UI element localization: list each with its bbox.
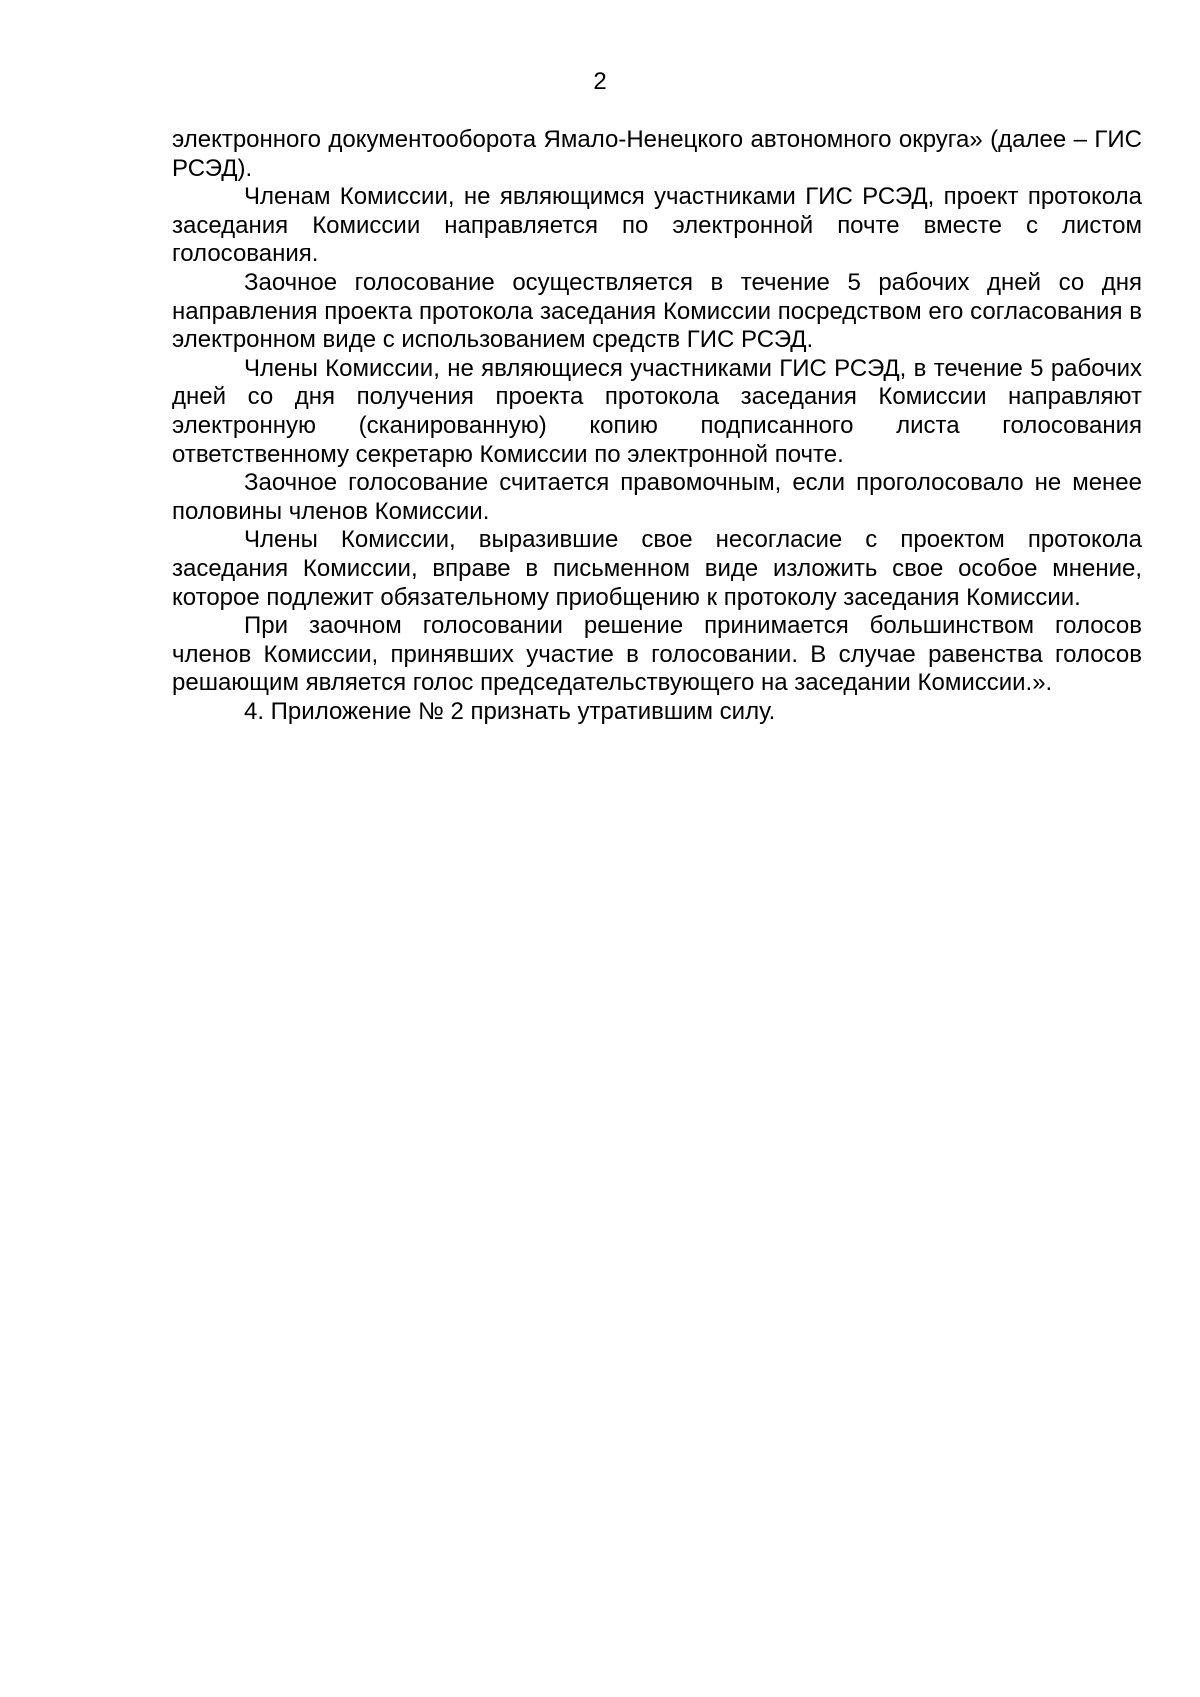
- paragraph-item-4: 4. Приложение № 2 признать утратившим силу.: [244, 697, 776, 725]
- paragraph: При заочном голосовании решение принимается большинством голосов членов Комиссии, принявших участие в голосовании. В случае равенства голосов решающим является голос председательствующего на заседании Комиссии.».: [172, 612, 1142, 697]
- paragraph: Члены Комиссии, выразившие свое несогласие с проектом протокола заседания Комиссии, вправе в письменном виде изложить свое особое мнение, которое подлежит обязательному приобщению к протоколу заседания Комиссии.: [172, 526, 1142, 611]
- paragraph-continuation: электронного документооборота Ямало-Ненецкого автономного округа» (далее – ГИС РСЭД).: [172, 126, 1142, 182]
- document-body: [172, 126, 1142, 726]
- paragraph: Заочное голосование считается правомочным, если проголосовало не менее половины членов Комиссии.: [172, 469, 1142, 525]
- paragraph: Члены Комиссии, не являющиеся участниками ГИС РСЭД, в течение 5 рабочих дней со дня получения проекта протокола заседания Комиссии направляют электронную (сканированную) копию подписанного листа голосования ответственному секретарю Комиссии по электронной почте.: [172, 354, 1142, 468]
- page-number: 2: [593, 68, 607, 95]
- paragraph: Членам Комиссии, не являющимся участниками ГИС РСЭД, проект протокола заседания Комиссии направляется по электронной почте вместе с листом голосования.: [172, 183, 1142, 268]
- paragraph: Заочное голосование осуществляется в течение 5 рабочих дней со дня направления проекта протокола заседания Комиссии посредством его согласования в электронном виде с использованием средств ГИС РСЭД.: [172, 268, 1142, 354]
